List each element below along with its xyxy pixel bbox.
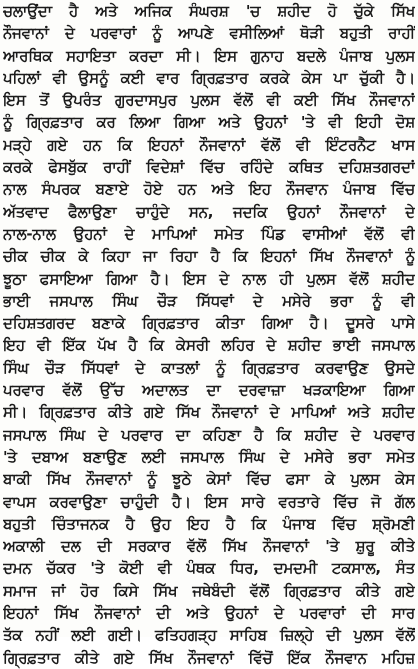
article-line: ਤੱਕ ਨਹੀਂ ਲਈ ਗਈ। ਫਤਿਹਗੜ੍ਹ ਸਾਹਿਬ ਜ਼ਿਲ੍ਹੇ ਦੀ ਪੁਲਸ ਵੱਲੋਂ bbox=[3, 626, 415, 645]
article-line: ਆਰਥਿਕ ਸਹਾਇਤਾ ਕਰਦਾ ਸੀ। ਇਸ ਗੁਨਾਹ ਬਦਲੇ ਪੰਜਾਬ ਪੁਲਸ bbox=[3, 46, 415, 65]
article-line: ਬਾਕੀ ਸਿੱਖ ਨੌਜਵਾਨਾਂ ਨੂੰ ਝੂਠੇ ਕੇਸਾਂ ਵਿੱਚ ਫਸਾ ਕੇ ਪੁਲਸ ਕੇਸ bbox=[3, 470, 415, 489]
article-line: ਅਕਾਲੀ ਦਲ ਦੀ ਸਰਕਾਰ ਵੱਲੋਂ ਸਿੱਖ ਨੌਜਵਾਨਾਂ 'ਤੇ ਸ਼ੁਰੂ ਕੀਤੇ bbox=[3, 537, 415, 556]
article-line: ਇਹਨਾਂ ਸਿੱਖ ਨੌਜਵਾਨਾਂ ਦੀ ਅਤੇ ਉਹਨਾਂ ਦੇ ਪਰਵਾਰਾਂ ਦੀ ਸਾਰ bbox=[3, 604, 415, 623]
article-line: ਨੂੰ ਗ੍ਰਿਫ਼ਤਾਰ ਕਰ ਲਿਆ ਗਿਆ ਅਤੇ ਉਹਨਾਂ 'ਤੇ ਵੀ ਇਹੀ ਦੋਸ਼ bbox=[3, 113, 415, 132]
article-line: 'ਤੇ ਦਬਾਅ ਬਣਾਉਣ ਲਈ ਜਸਪਾਲ ਸਿੰਘ ਦੇ ਮਸੇਰੇ ਭਰਾ ਸਮੇਤ bbox=[3, 447, 415, 466]
article-line: ਦਮਨ ਚੱਕਰ 'ਤੇ ਕੋਈ ਵੀ ਪੰਥਕ ਧਿਰ, ਦਮਦਮੀ ਟਕਸਾਲ, ਸੰਤ bbox=[3, 559, 415, 578]
article-line: ਦਹਿਸ਼ਤਗਰਦ ਬਣਾਕੇ ਗ੍ਰਿਫ਼ਤਾਰ ਕੀਤਾ ਗਿਆ ਹੈ। ਦੂਸਰੇ ਪਾਸੇ bbox=[3, 314, 415, 333]
article-line: ਜਸਪਾਲ ਸਿੰਘ ਦੇ ਪਰਵਾਰ ਦਾ ਕਹਿਣਾ ਹੈ ਕਿ ਸ਼ਹੀਦ ਦੇ ਪਰਵਾਰ bbox=[3, 425, 415, 444]
article-body bbox=[3, 0, 415, 669]
article-line: ਅੱਤਵਾਦ ਫੈਲਾਉਣਾ ਚਾਹੁੰਦੇ ਸਨ, ਜਦਕਿ ਉਹਨਾਂ ਨੌਜਵਾਨਾਂ ਦੇ bbox=[3, 202, 415, 221]
article-line: ਗ੍ਰਿਫ਼ਤਾਰ ਕੀਤੇ ਗਏ ਸਿੱਖ ਨੌਜਵਾਨਾਂ ਵਿੱਚੋਂ ਇੱਕ ਨੌਜਵਾਨ ਮਹਿਜ਼ bbox=[3, 648, 415, 667]
article-line: ਭਾਈ ਜਸਪਾਲ ਸਿੰਘ ਚੌੜ ਸਿੱਧਵਾਂ ਦੇ ਮਸੇਰੇ ਭਰਾ ਨੂੰ ਵੀ bbox=[3, 291, 415, 310]
article-line: ਮੜ੍ਹੇ ਗਏ ਹਨ ਕਿ ਇਹਨਾਂ ਨੌਜਵਾਨਾਂ ਵੱਲੋਂ ਵੀ ਇੰਟਰਨੈਟ ਖਾਸ bbox=[3, 135, 415, 154]
article-line: ਪਰਵਾਰ ਵੱਲੋਂ ਉੱਚ ਅਦਾਲਤ ਦਾ ਦਰਵਾਜ਼ਾ ਖੜਕਾਇਆ ਗਿਆ bbox=[3, 381, 415, 400]
article-line: ਝੂਠਾ ਫਸਾਇਆ ਗਿਆ ਹੈ। ਇਸ ਦੇ ਨਾਲ ਹੀ ਪੁਲਸ ਵੱਲੋਂ ਸ਼ਹੀਦ bbox=[3, 269, 415, 288]
article-line: ਸਿੰਘ ਚੌੜ ਸਿੱਧਵਾਂ ਦੇ ਕਾਤਲਾਂ ਨੂੰ ਗ੍ਰਿਫ਼ਤਾਰ ਕਰਵਾਉਣ ਉਸਦੇ bbox=[3, 358, 415, 377]
article-line: ਨਾਲ ਸੰਪਰਕ ਬਣਾਏ ਹੋਏ ਹਨ ਅਤੇ ਇਹ ਨੌਜਵਾਨ ਪੰਜਾਬ ਵਿੱਚ bbox=[3, 180, 415, 199]
article-line: ਪਹਿਲਾਂ ਵੀ ਉਸਨੂੰ ਕਈ ਵਾਰ ਗ੍ਰਿਫ਼ਤਾਰ ਕਰਕੇ ਕੇਸ ਪਾ ਚੁੱਕੀ ਹੈ। bbox=[3, 68, 415, 87]
article-line: ਨਾਲ-ਨਾਲ ਉਹਨਾਂ ਦੇ ਮਾਪਿਆਂ ਸਮੇਤ ਪਿੰਡ ਵਾਸੀਆਂ ਵੱਲੋਂ ਵੀ bbox=[3, 224, 415, 243]
article-line: ਵਾਪਸ ਕਰਵਾਉਣਾ ਚਾਹੁੰਦੀ ਹੈ। ਇਸ ਸਾਰੇ ਵਰਤਾਰੇ ਵਿੱਚ ਜੋ ਗੱਲ bbox=[3, 492, 415, 511]
article-line: ਕਰਕੇ ਫੇਸਬੁੱਕ ਰਾਹੀਂ ਵਿਦੇਸ਼ਾਂ ਵਿੱਚ ਰਹਿੰਦੇ ਕਥਿਤ ਦਹਿਸ਼ਤਗਰਦਾਂ bbox=[3, 158, 415, 177]
article-line: ਬਹੁਤੀ ਚਿੰਤਾਜਨਕ ਹੈ ਉਹ ਇਹ ਹੈ ਕਿ ਪੰਜਾਬ ਵਿੱਚ ਸ਼੍ਰੋਮਣੀ bbox=[3, 514, 415, 533]
article-line: ਸੀ। ਗ੍ਰਿਫ਼ਤਾਰ ਕੀਤੇ ਗਏ ਸਿੱਖ ਨੌਜਵਾਨਾਂ ਦੇ ਮਾਪਿਆਂ ਅਤੇ ਸ਼ਹੀਦ bbox=[3, 403, 415, 422]
article-line: ਇਹ ਵੀ ਇੱਕ ਪੱਖ ਹੈ ਕਿ ਕੇਸਰੀ ਲਹਿਰ ਦੇ ਸ਼ਹੀਦ ਭਾਈ ਜਸਪਾਲ bbox=[3, 336, 415, 355]
article-line: ਸਮਾਜ ਜਾਂ ਹੋਰ ਕਿਸੇ ਸਿੱਖ ਜਥੇਬੰਦੀ ਵੱਲੋਂ ਗ੍ਰਿਫ਼ਤਾਰ ਕੀਤੇ ਗਏ bbox=[3, 581, 415, 600]
article-line: ਚਲਾਉਂਦਾ ਹੈ ਅਤੇ ਅਜਿਕ ਸੰਘਰਸ਼ 'ਚ ਸ਼ਹੀਦ ਹੋ ਚੁੱਕੇ ਸਿੱਖ bbox=[3, 2, 415, 20]
article-line: ਚੀਕ ਚੀਕ ਕੇ ਕਿਹਾ ਜਾ ਰਿਹਾ ਹੈ ਕਿ ਇਹਨਾਂ ਸਿੱਖ ਨੌਜਵਾਨਾਂ ਨੂੰ bbox=[3, 247, 415, 266]
article-line: ਇਸ ਤੋਂ ਉਪਰੰਤ ਗੁਰਦਾਸਪੁਰ ਪੁਲਸ ਵੱਲੋਂ ਵੀ ਕਈ ਸਿੱਖ ਨੌਜਵਾਨਾਂ bbox=[3, 91, 415, 110]
article-line: ਨੌਜਵਾਨਾਂ ਦੇ ਪਰਵਾਰਾਂ ਨੂੰ ਆਪਣੇ ਵਸੀਲਿਆਂ ਥੋੜੀ ਬਹੁਤੀ ਰਾਹੀਂ bbox=[3, 24, 415, 43]
